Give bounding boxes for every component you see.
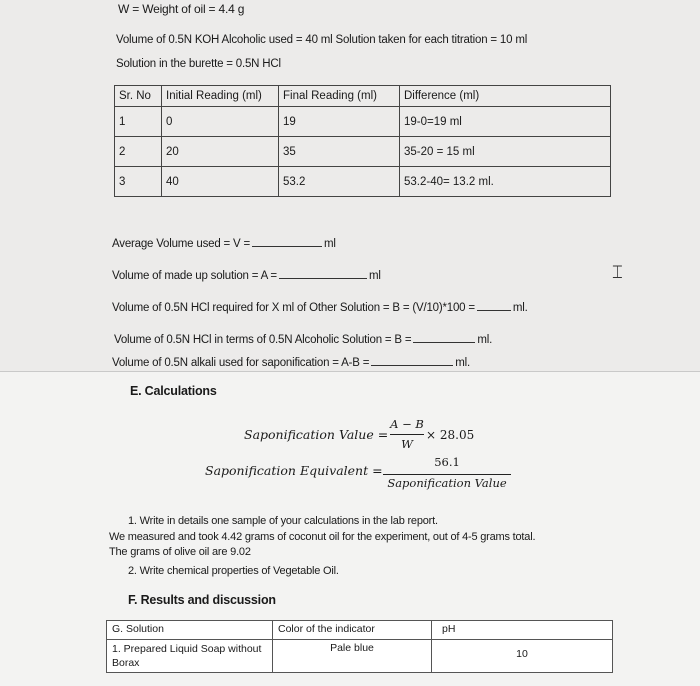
hcl-required-label: Volume of 0.5N HCl required for X ml of Other Solution = B = (V/10)*100 = — [112, 302, 475, 314]
sap-equiv-fraction-line — [383, 474, 511, 475]
header-ph: pH — [432, 621, 613, 640]
cell-initial: 40 — [162, 167, 279, 197]
hcl-alcoholic-blank[interactable] — [413, 332, 475, 343]
text-cursor-icon: ⌶ — [612, 262, 623, 283]
table-row — [115, 137, 611, 167]
table-header-row — [115, 86, 611, 107]
cell-ph: 10 — [432, 640, 613, 673]
cell-sr-no: 1 — [115, 107, 162, 137]
burette-line: Solution in the burette = 0.5N HCl — [116, 58, 281, 70]
hcl-required-blank[interactable] — [477, 300, 511, 311]
header-solution: G. Solution — [107, 621, 273, 640]
instruction-item-1: 1. Write in details one sample of your calculations in the lab report. — [128, 515, 438, 527]
results-heading: F. Results and discussion — [128, 593, 276, 607]
madeup-volume-unit: ml — [368, 270, 381, 282]
cell-difference: 35-20 = 15 ml — [400, 137, 611, 167]
header-final-reading: Final Reading (ml) — [279, 86, 400, 107]
sap-equiv-lhs: Saponification Equivalent = — [205, 463, 383, 478]
sap-equiv-numerator: 56.1 — [434, 455, 460, 469]
average-volume-unit: ml — [324, 238, 336, 250]
header-indicator-color: Color of the indicator — [273, 621, 432, 640]
hcl-alcoholic-unit: ml. — [477, 334, 493, 346]
cell-initial: 0 — [162, 107, 279, 137]
table-row — [107, 640, 613, 673]
average-volume-label: Average Volume used = V = — [112, 238, 250, 250]
alkali-line — [112, 355, 470, 369]
calculations-heading: E. Calculations — [130, 384, 217, 398]
madeup-volume-line — [112, 268, 381, 282]
header-initial-reading: Initial Reading (ml) — [162, 86, 279, 107]
alkali-blank[interactable] — [371, 355, 453, 366]
answer-line-1: We measured and took 4.42 grams of coconut oil for the experiment, out of 4-5 grams total. — [109, 531, 536, 543]
sap-value-numerator: A − B — [390, 417, 424, 431]
alkali-label: Volume of 0.5N alkali used for saponification = A-B = — [112, 357, 370, 369]
madeup-volume-label: Volume of made up solution = A = — [112, 270, 277, 282]
sap-value-fraction-line — [390, 434, 424, 435]
cell-sr-no: 2 — [115, 137, 162, 167]
weight-line: W = Weight of oil = 4.4 g — [118, 2, 245, 16]
madeup-volume-blank[interactable] — [279, 268, 367, 279]
hcl-required-line — [112, 300, 528, 314]
hcl-alcoholic-line — [114, 332, 492, 346]
average-volume-line — [112, 236, 336, 250]
section-divider — [0, 371, 700, 372]
header-sr-no: Sr. No — [115, 86, 162, 107]
results-header-row — [107, 621, 613, 640]
cell-final: 35 — [279, 137, 400, 167]
sap-value-factor: × 28.05 — [426, 428, 475, 442]
titration-table — [114, 85, 611, 197]
sap-equiv-denominator: Saponification Value — [387, 476, 507, 490]
header-difference: Difference (ml) — [400, 86, 611, 107]
cell-initial: 20 — [162, 137, 279, 167]
cell-final: 19 — [279, 107, 400, 137]
cell-difference: 19-0=19 ml — [400, 107, 611, 137]
cell-indicator-color: Pale blue — [273, 640, 432, 673]
sap-value-lhs: Saponification Value = — [244, 427, 389, 442]
cell-final: 53.2 — [279, 167, 400, 197]
cell-solution: 1. Prepared Liquid Soap without Borax — [107, 640, 273, 673]
hcl-alcoholic-label: Volume of 0.5N HCl in terms of 0.5N Alcoholic Solution = B = — [114, 334, 412, 346]
cell-difference: 53.2-40= 13.2 ml. — [400, 167, 611, 197]
volume-line: Volume of 0.5N KOH Alcoholic used = 40 ml Solution taken for each titration = 10 ml — [116, 34, 528, 46]
cell-sr-no: 3 — [115, 167, 162, 197]
sap-value-denominator: W — [401, 437, 413, 451]
hcl-required-unit: ml. — [512, 302, 528, 314]
average-volume-blank[interactable] — [252, 236, 322, 247]
table-row — [115, 167, 611, 197]
answer-line-2: The grams of olive oil are 9.02 — [109, 546, 251, 558]
table-row — [115, 107, 611, 137]
instruction-item-2: 2. Write chemical properties of Vegetable Oil. — [128, 565, 339, 577]
alkali-unit: ml. — [455, 357, 470, 369]
results-table — [106, 620, 613, 673]
